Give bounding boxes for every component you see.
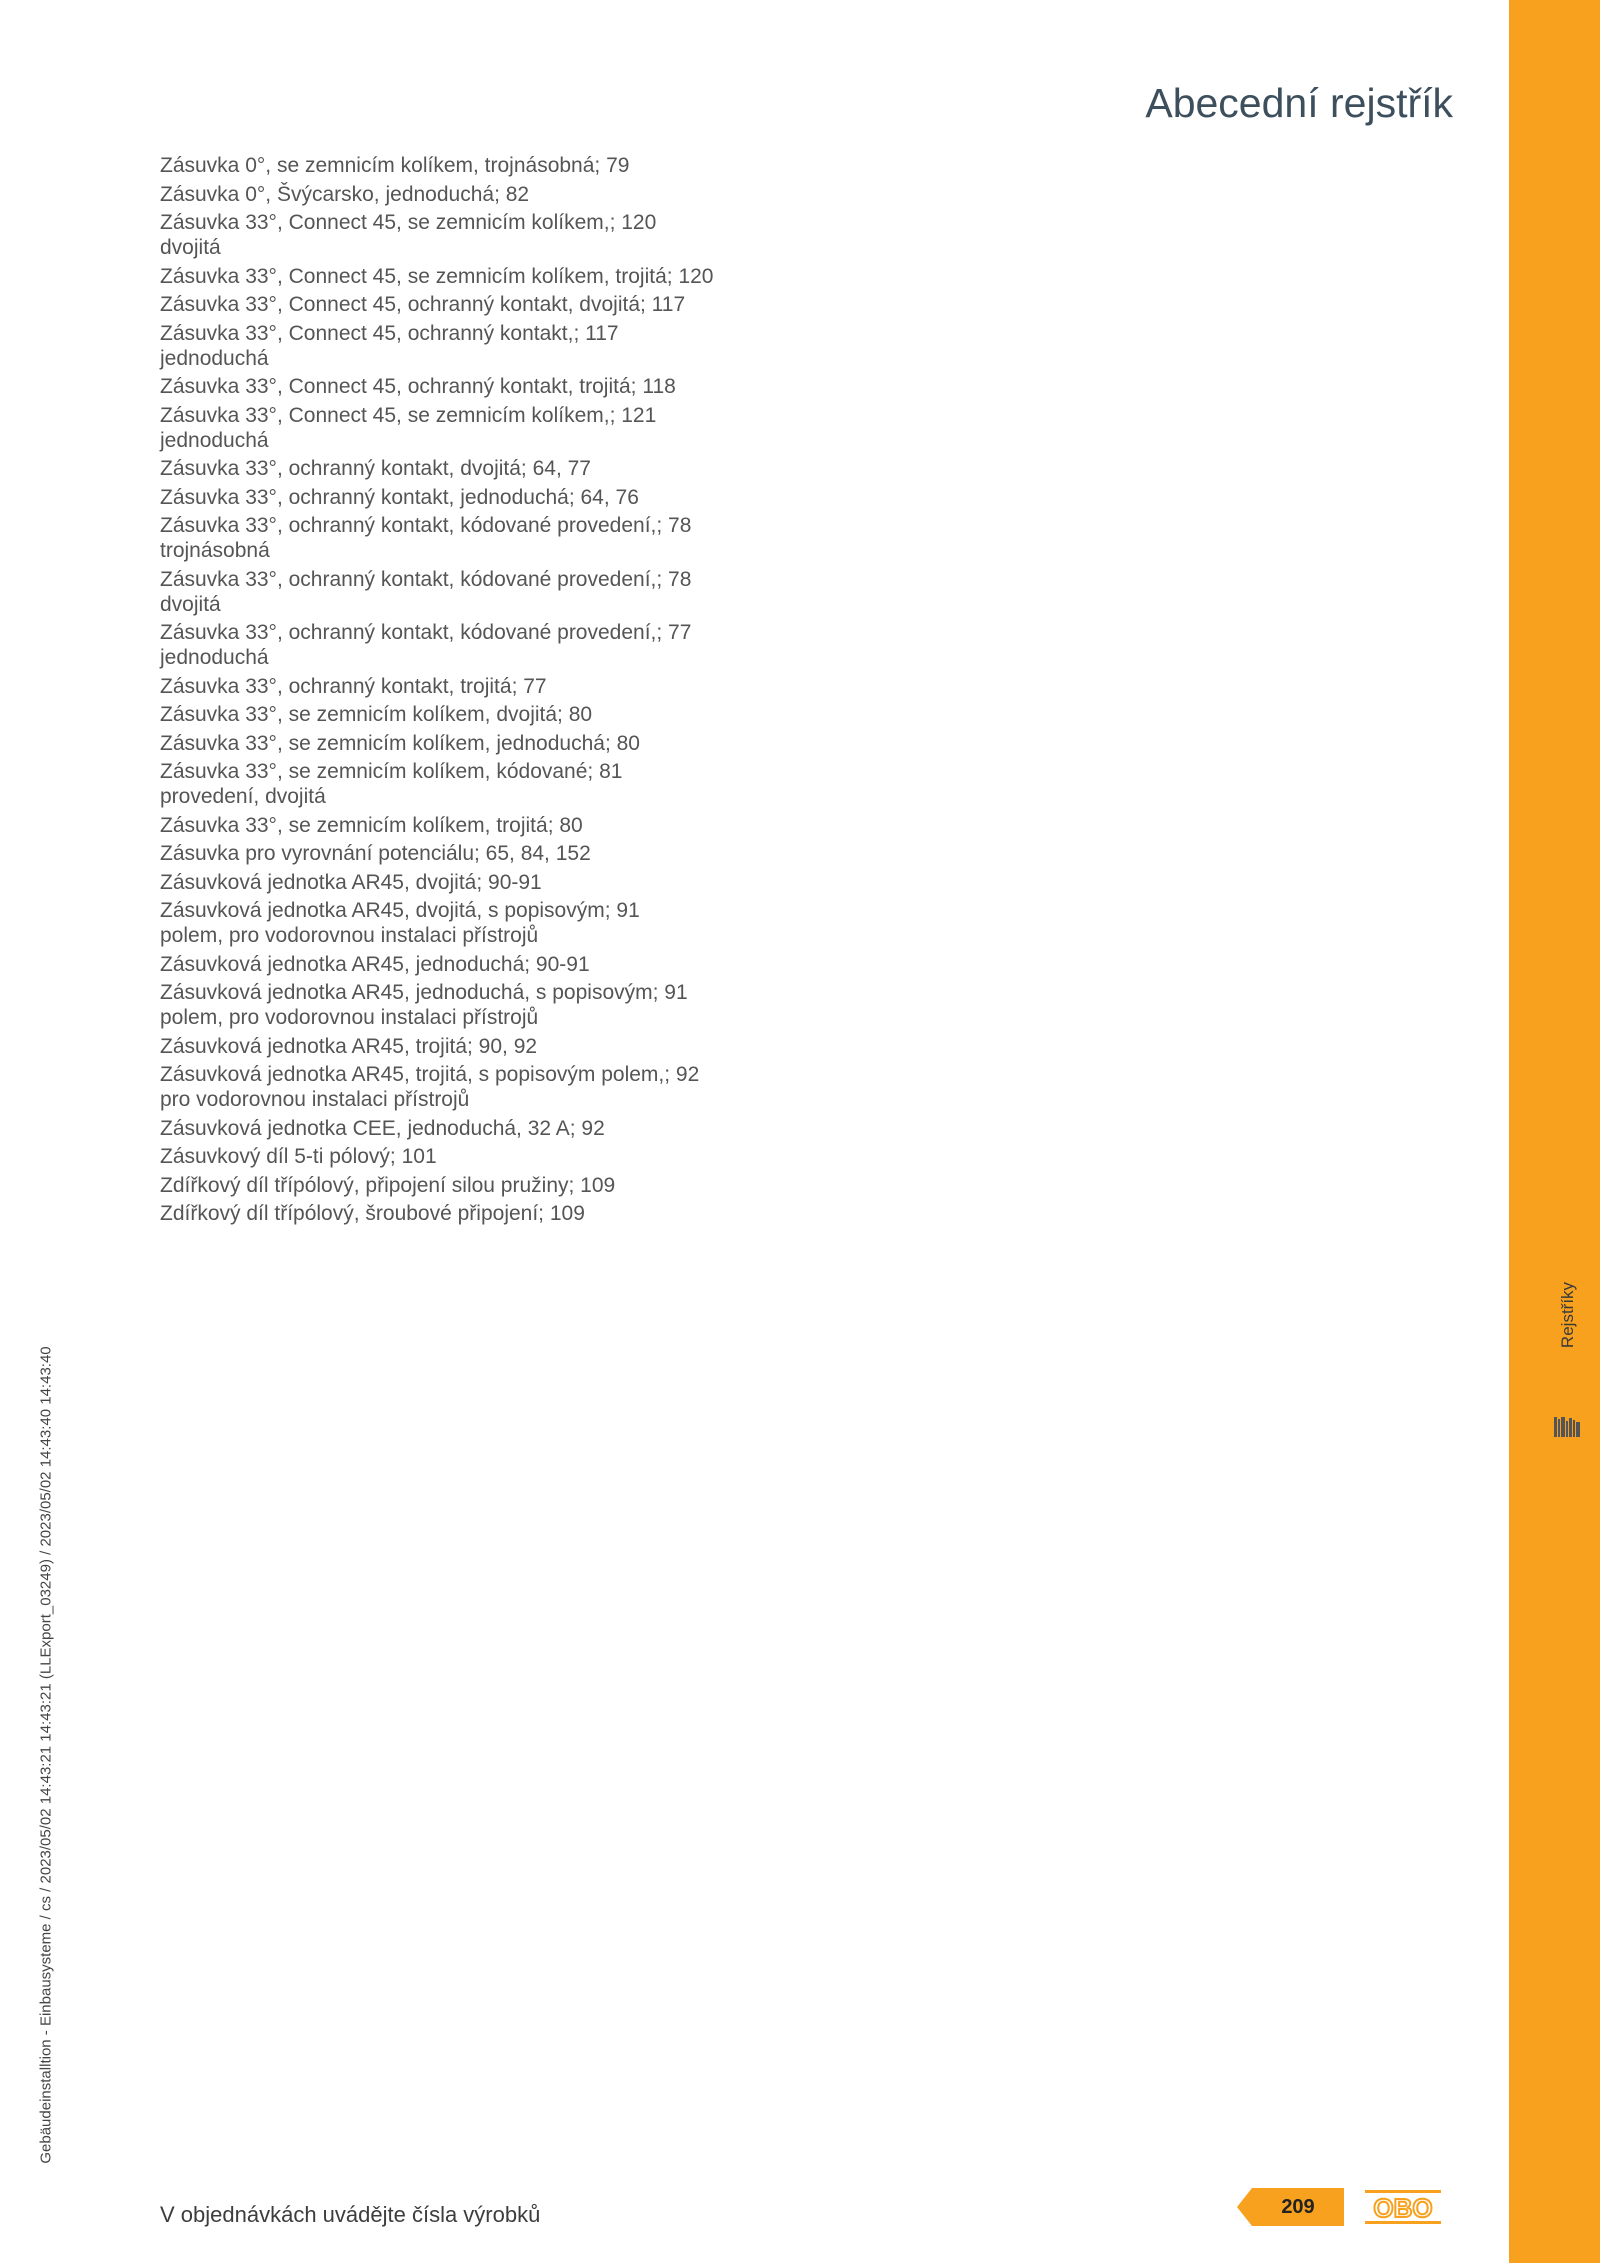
index-entry	[160, 702, 800, 727]
index-entry-text: Zásuvka 0°, se zemnicím kolíkem, trojnásobná; 79	[160, 154, 630, 177]
index-entry	[160, 898, 800, 948]
index-entry	[160, 1034, 800, 1059]
index-entry-text: Zdířkový díl třípólový, šroubové připojení; 109	[160, 1202, 585, 1225]
index-entry-text: Zásuvka 33°, Connect 45, ochranný kontakt, trojitá; 118	[160, 375, 676, 398]
index-entry	[160, 980, 800, 1030]
index-entry	[160, 620, 800, 670]
index-entry	[160, 1144, 800, 1169]
index-entry-text: Zásuvka 0°, Švýcarsko, jednoduchá; 82	[160, 182, 530, 206]
index-entry-text: Zásuvka 33°, Connect 45, ochranný kontakt, dvojitá; 117	[160, 293, 686, 316]
index-entry	[160, 292, 800, 317]
index-entry-continuation: provedení, dvojitá	[160, 785, 326, 808]
index-entry-text: Zásuvková jednotka AR45, jednoduchá, s popisovým; 91	[160, 981, 688, 1004]
index-entry	[160, 759, 800, 809]
index-entry	[160, 813, 800, 838]
index-entry-text: Zásuvková jednotka AR45, dvojitá, s popisovým; 91	[160, 899, 640, 922]
index-entry-text: Zásuvka 33°, se zemnicím kolíkem, dvojitá; 80	[160, 703, 593, 726]
index-entry-continuation: jednoduchá	[160, 428, 269, 452]
index-entry	[160, 403, 800, 453]
index-entry	[160, 1062, 800, 1112]
index-entry	[160, 1116, 800, 1141]
index-entry-text: Zásuvka pro vyrovnání potenciálu; 65, 84, 152	[160, 842, 591, 865]
index-entry-text: Zásuvka 33°, ochranný kontakt, kódované provedení,; 77	[160, 621, 692, 644]
footer-order-note: V objednávkách uvádějte čísla výrobků	[160, 2202, 541, 2227]
index-entry	[160, 374, 800, 399]
index-entry-text: Zásuvka 33°, Connect 45, se zemnicím kolíkem,; 121	[160, 403, 657, 427]
index-entry	[160, 1173, 800, 1198]
index-entry-text: Zásuvka 33°, se zemnicím kolíkem, jednoduchá; 80	[160, 731, 640, 755]
index-entry	[160, 731, 800, 756]
index-entry-text: Zásuvka 33°, ochranný kontakt, jednoduchá; 64, 76	[160, 485, 639, 509]
index-entry	[160, 456, 800, 481]
index-entry-continuation: jednoduchá	[160, 346, 269, 370]
index-entry-text: Zdířkový díl třípólový, připojení silou pružiny; 109	[160, 1173, 616, 1197]
index-entry-text: Zásuvka 33°, ochranný kontakt, trojitá; 77	[160, 674, 547, 698]
index-entry	[160, 153, 800, 178]
index-entry-text: Zásuvkový díl 5-ti pólový; 101	[160, 1145, 437, 1168]
index-entry-text: Zásuvková jednotka AR45, trojitá; 90, 92	[160, 1034, 538, 1058]
index-entry-text: Zásuvková jednotka AR45, jednoduchá; 90-91	[160, 952, 590, 976]
index-entry	[160, 182, 800, 207]
index-entry	[160, 870, 800, 895]
index-entry-text: Zásuvka 33°, ochranný kontakt, kódované provedení,; 78	[160, 514, 692, 537]
index-entry	[160, 264, 800, 289]
index-entry-text: Zásuvka 33°, Connect 45, se zemnicím kolíkem,; 120	[160, 211, 657, 234]
alphabetical-index-list	[160, 153, 800, 1230]
index-entry-continuation: dvojitá	[160, 592, 221, 616]
index-entry	[160, 841, 800, 866]
index-entry-continuation: polem, pro vodorovnou instalaci přístrojů	[160, 1006, 539, 1029]
index-entry	[160, 485, 800, 510]
index-entry-continuation: trojnásobná	[160, 539, 270, 562]
index-entry-text: Zásuvka 33°, ochranný kontakt, kódované provedení,; 78	[160, 567, 692, 591]
obo-logo	[1364, 2189, 1442, 2225]
index-entry-continuation: pro vodorovnou instalaci přístrojů	[160, 1088, 470, 1111]
index-entry	[160, 513, 800, 563]
index-entry-continuation: jednoduchá	[160, 646, 269, 669]
logo-text: OBO	[1373, 2193, 1433, 2223]
index-entry-text: Zásuvková jednotka AR45, trojitá, s popisovým polem,; 92	[160, 1063, 700, 1086]
index-entry	[160, 567, 800, 617]
sidebar-section-label: Rejstříky	[1558, 1281, 1577, 1349]
index-entry-continuation: dvojitá	[160, 236, 221, 259]
page-title: Abecední rejstřík	[1145, 80, 1453, 126]
index-book-icon	[1554, 1416, 1580, 1438]
index-entry	[160, 952, 800, 977]
sidebar-accent-bar	[1509, 0, 1600, 2263]
index-entry-text: Zásuvková jednotka CEE, jednoduchá, 32 A; 92	[160, 1116, 605, 1140]
index-entry-continuation: polem, pro vodorovnou instalaci přístrojů	[160, 924, 539, 947]
page-number: 209	[1281, 2196, 1315, 2218]
index-entry-text: Zásuvka 33°, Connect 45, ochranný kontakt,; 117	[160, 321, 619, 345]
index-entry	[160, 674, 800, 699]
index-entry	[160, 210, 800, 260]
index-entry-text: Zásuvka 33°, ochranný kontakt, dvojitá; 64, 77	[160, 457, 591, 480]
index-entry-text: Zásuvka 33°, se zemnicím kolíkem, trojitá; 80	[160, 813, 583, 837]
index-entry	[160, 321, 800, 371]
index-entry-text: Zásuvka 33°, se zemnicím kolíkem, kódované; 81	[160, 760, 623, 783]
index-entry-text: Zásuvka 33°, Connect 45, se zemnicím kolíkem, trojitá; 120	[160, 264, 714, 288]
print-metadata-note: Gebäudeinstalltion - Einbausysteme / cs / 2023/05/02 14:43:21 14:43:21 (LLExport_03249) / 2023/05/02 14:43:40 14:43:40	[37, 1346, 55, 2164]
index-entry	[160, 1201, 800, 1226]
index-entry-text: Zásuvková jednotka AR45, dvojitá; 90-91	[160, 870, 542, 894]
